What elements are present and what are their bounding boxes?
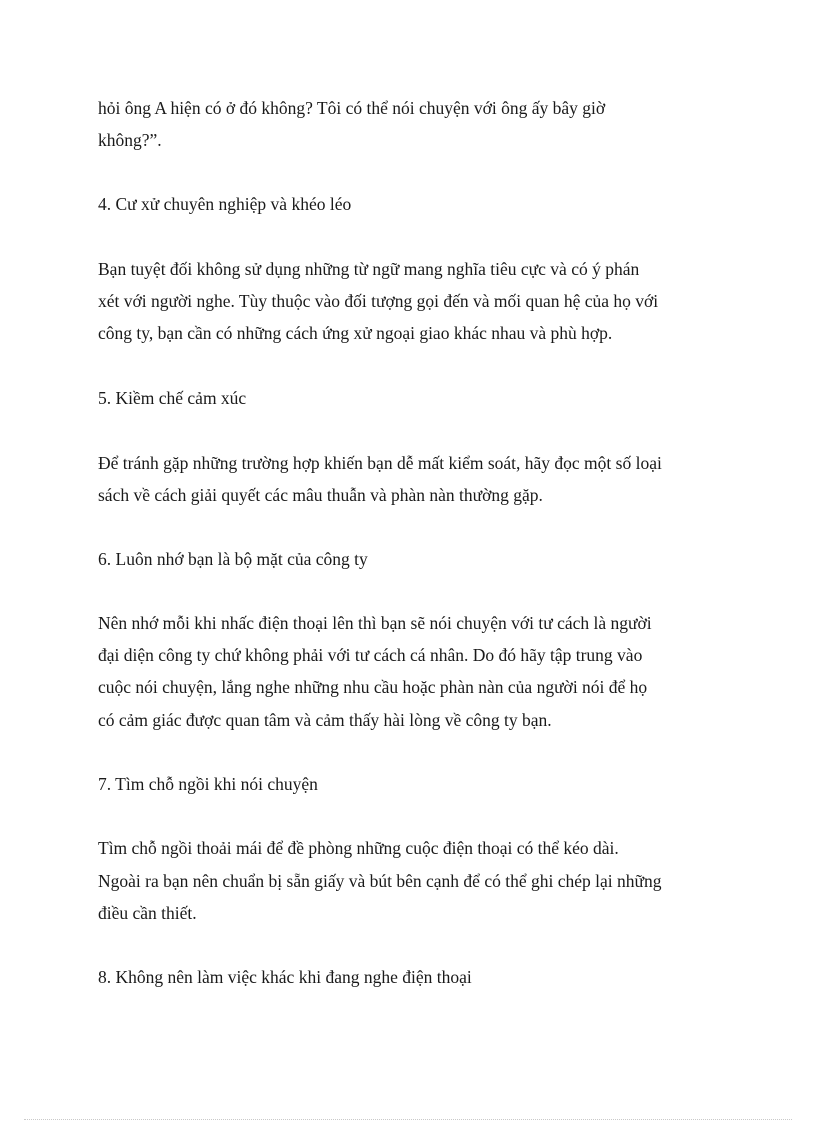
section-5-heading: 5. Kiềm chế cảm xúc <box>98 388 247 408</box>
section-7-heading: 7. Tìm chỗ ngồi khi nói chuyện <box>98 774 318 794</box>
page-bottom-divider <box>24 1119 792 1120</box>
section-6-line-4: có cảm giác được quan tâm và cảm thấy hài lòng về công ty bạn. <box>98 710 552 730</box>
section-4-line-1: Bạn tuyệt đối không sử dụng những từ ngữ mang nghĩa tiêu cực và có ý phán <box>98 259 640 279</box>
section-6-heading: 6. Luôn nhớ bạn là bộ mặt của công ty <box>98 549 368 569</box>
section-4-heading: 4. Cư xử chuyên nghiệp và khéo léo <box>98 194 352 214</box>
section-7-line-1: Tìm chỗ ngồi thoải mái để đề phòng những cuộc điện thoại có thể kéo dài. <box>98 838 619 858</box>
intro-line-1: hỏi ông A hiện có ở đó không? Tôi có thể nói chuyện với ông ấy bây giờ <box>98 98 606 118</box>
section-7-line-2: Ngoài ra bạn nên chuẩn bị sẵn giấy và bút bên cạnh để có thể ghi chép lại những <box>98 871 662 891</box>
section-4-line-2: xét với người nghe. Tùy thuộc vào đối tượng gọi đến và mối quan hệ của họ với <box>98 291 659 311</box>
intro-line-2: không?”. <box>98 130 162 150</box>
section-8-heading: 8. Không nên làm việc khác khi đang nghe điện thoại <box>98 967 472 987</box>
section-6-line-3: cuộc nói chuyện, lắng nghe những nhu cầu hoặc phàn nàn của người nói để họ <box>98 677 648 697</box>
section-7-line-3: điều cần thiết. <box>98 903 197 923</box>
section-5-line-2: sách về cách giải quyết các mâu thuẫn và phàn nàn thường gặp. <box>98 485 543 505</box>
section-6-line-1: Nên nhớ mỗi khi nhấc điện thoại lên thì bạn sẽ nói chuyện với tư cách là người <box>98 613 652 633</box>
section-5-line-1: Để tránh gặp những trường hợp khiến bạn dễ mất kiểm soát, hãy đọc một số loại <box>98 453 662 473</box>
section-4-line-3: công ty, bạn cần có những cách ứng xử ngoại giao khác nhau và phù hợp. <box>98 323 613 343</box>
section-6-line-2: đại diện công ty chứ không phải với tư cách cá nhân. Do đó hãy tập trung vào <box>98 645 643 665</box>
